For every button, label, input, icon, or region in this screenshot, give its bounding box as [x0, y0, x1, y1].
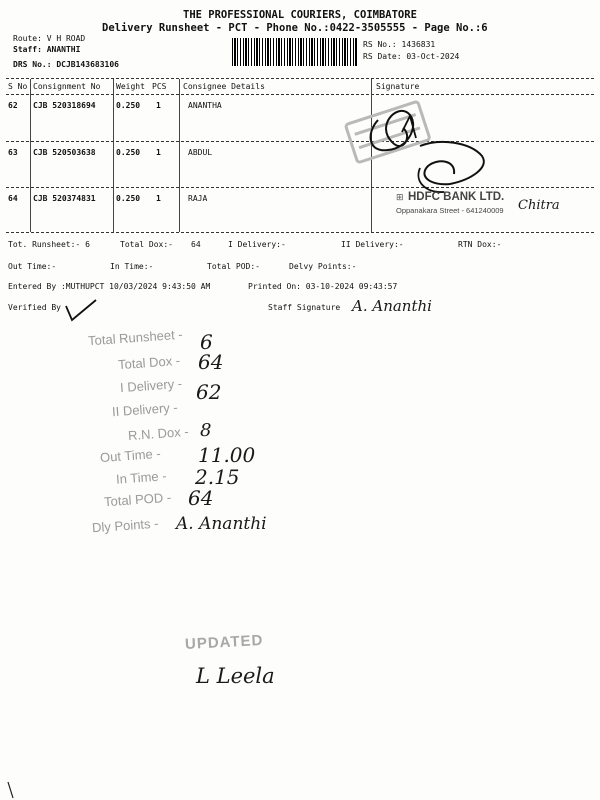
- row-consignee: ABDUL: [188, 148, 213, 157]
- column-rule: [30, 79, 31, 232]
- row-consignment: CJB 520374831: [33, 194, 96, 203]
- runsheet-title: Delivery Runsheet - PCT - Phone No.:0422-3505555 - Page No.:6: [102, 22, 488, 34]
- faint-total-pod: Total POD -: [103, 489, 172, 510]
- delvy-points: Delvy Points:-: [289, 262, 357, 271]
- rs-date: RS Date: 03-Oct-2024: [363, 52, 460, 61]
- route: Route: V H ROAD: [13, 34, 86, 43]
- bank-address: Oppanakara Street - 641240009: [396, 206, 504, 215]
- rtn-dox: RTN Dox:-: [458, 240, 502, 249]
- faint-total-runsheet: Total Runsheet -: [87, 326, 184, 349]
- stray-mark: [6, 780, 16, 800]
- handwritten-i-delivery: 62: [196, 380, 222, 404]
- updated-stamp: UPDATED: [184, 631, 264, 654]
- col-signature: Signature: [376, 82, 420, 91]
- faint-ii-delivery: II Delivery -: [111, 399, 179, 420]
- row-consignee: ANANTHA: [188, 101, 222, 110]
- row-pcs: 1: [156, 148, 161, 157]
- barcode: [232, 38, 358, 66]
- printed-on: Printed On: 03-10-2024 09:43:57: [248, 282, 398, 291]
- row-pcs: 1: [156, 101, 161, 110]
- staff-signature-label: Staff Signature: [268, 303, 341, 312]
- row-consignment: CJB 520318694: [33, 101, 96, 110]
- handwritten-rn-dox: 8: [200, 420, 212, 441]
- row-consignee: RAJA: [188, 194, 208, 203]
- company-name: THE PROFESSIONAL COURIERS, COIMBATORE: [183, 9, 417, 21]
- handwritten-signature-3: L Leela: [196, 664, 275, 688]
- divider: [6, 78, 594, 79]
- i-delivery: I Delivery:-: [228, 240, 286, 249]
- row-pcs: 1: [156, 194, 161, 203]
- column-rule: [179, 79, 180, 232]
- out-time: Out Time:-: [8, 262, 57, 271]
- staff: Staff: ANANTHI: [13, 45, 81, 54]
- bank-name: HDFC BANK LTD.: [408, 191, 505, 203]
- handwritten-total-dox: 64: [198, 350, 224, 374]
- row3-handwritten-sign: Chitra: [518, 198, 560, 213]
- row-sno: 64: [8, 194, 18, 203]
- total-dox-label: Total Dox:-: [120, 240, 173, 249]
- col-consignee: Consignee Details: [183, 82, 265, 91]
- faint-in-time: In Time -: [115, 468, 168, 487]
- handwritten-total-pod: 64: [188, 486, 214, 510]
- handwritten-out-time: 11.00: [198, 443, 256, 467]
- total-pod: Total POD:-: [207, 262, 260, 271]
- rs-number: RS No.: 1436831: [363, 40, 436, 49]
- handwritten-signature-2: A. Ananthi: [176, 514, 267, 534]
- divider: [6, 232, 594, 233]
- row-weight: 0.250: [116, 194, 141, 203]
- faint-total-dox: Total Dox -: [117, 352, 181, 373]
- faint-rn-dox: R.N. Dox -: [127, 423, 190, 444]
- total-dox-value: 64: [191, 240, 201, 249]
- row-sno: 63: [8, 148, 18, 157]
- column-rule: [113, 79, 114, 232]
- col-consignment: Consignment No: [33, 82, 101, 91]
- bank-stamp: [394, 191, 516, 217]
- faint-i-delivery: I Delivery -: [119, 375, 183, 396]
- faint-out-time: Out Time -: [99, 445, 162, 466]
- divider: [6, 141, 594, 142]
- drs-number: DRS No.: DCJB143683106: [13, 60, 119, 69]
- in-time: In Time:-: [110, 262, 154, 271]
- verified-tick-mark: [62, 296, 102, 322]
- handwritten-in-time: 2.15: [195, 465, 240, 489]
- row-consignment: CJB 520503638: [33, 148, 96, 157]
- row-weight: 0.250: [116, 101, 141, 110]
- verified-by: Verified By: [8, 303, 61, 312]
- col-pcs: PCS: [152, 82, 167, 91]
- row-sno: 62: [8, 101, 18, 110]
- ii-delivery: II Delivery:-: [341, 240, 404, 249]
- signature-scribbles: [358, 98, 498, 203]
- handwritten-total-runsheet: 6: [200, 330, 213, 354]
- hdfc-logo-icon: ⊞: [396, 193, 404, 203]
- row-weight: 0.250: [116, 148, 141, 157]
- staff-signature: A. Ananthi: [352, 297, 432, 315]
- tot-runsheet: Tot. Runsheet:- 6: [8, 240, 90, 249]
- faint-dly-points: Dly Points -: [91, 515, 159, 536]
- divider: [6, 94, 594, 95]
- divider: [6, 187, 594, 188]
- entered-by: Entered By :MUTHUPCT 10/03/2024 9:43:50 AM: [8, 282, 211, 291]
- col-weight: Weight: [116, 82, 145, 91]
- col-sno: S No: [8, 82, 28, 91]
